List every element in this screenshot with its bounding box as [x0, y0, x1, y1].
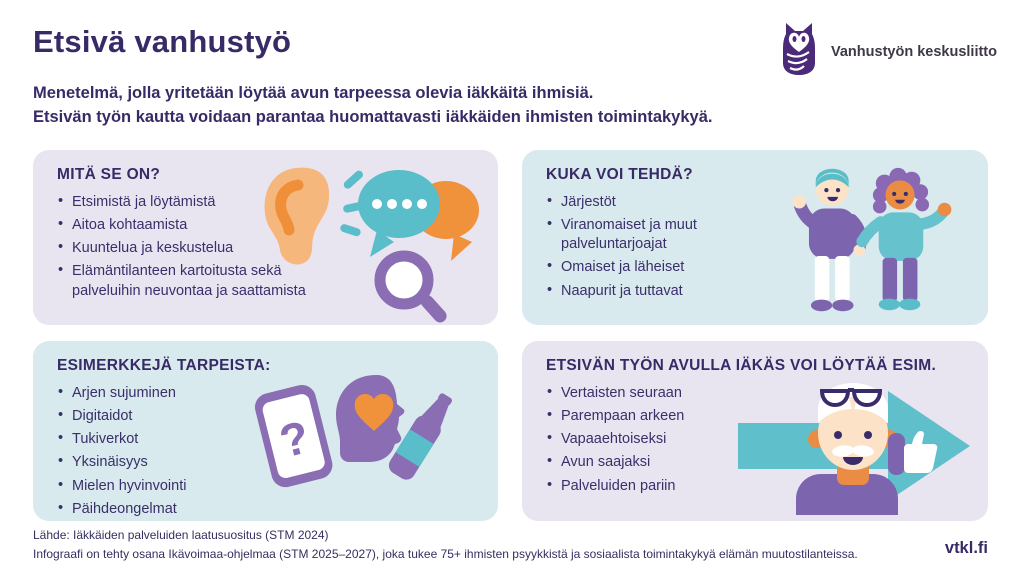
person-right: [862, 168, 951, 310]
speech-bubbles-icon: [358, 170, 479, 261]
head-heart-icon: [336, 375, 404, 462]
list-item: • Elämäntilanteen kartoitusta sekä palveluihin neuvontaa ja saattamista: [57, 262, 339, 300]
svg-text:?: ?: [274, 410, 315, 468]
list-item: • Järjestöt: [546, 193, 758, 212]
cards-grid: [33, 150, 988, 521]
list-item: • Vertaisten seuraan: [546, 384, 776, 403]
list-item: • Palveluiden pariin: [546, 477, 776, 496]
card-heading: ESIMERKKEJÄ TARPEISTA:: [57, 357, 271, 374]
list-item: • Digitaidot: [57, 407, 267, 426]
elderly-man-arrow-illustration: [738, 377, 976, 520]
list-item: • Arjen sujuminen: [57, 384, 267, 403]
list-item: • Mielen hyvinvointi: [57, 477, 267, 496]
list-item: • Kuuntelua ja keskustelua: [57, 239, 339, 258]
owl-logo-icon: [779, 20, 819, 83]
list-item: • Tukiverkot: [57, 430, 267, 449]
list-item: • Aitoa kohtaamista: [57, 216, 339, 235]
list-item: • Naapurit ja tuttavat: [546, 282, 758, 301]
card-examples-of-needs: [33, 341, 498, 521]
card-who-can-do: [522, 150, 988, 325]
list-item: • Omaiset ja läheiset: [546, 258, 758, 277]
listening-search-illustration: [256, 158, 486, 325]
list-item: • Vapaaehtoiseksi: [546, 430, 776, 449]
card-heading: ETSIVÄN TYÖN AVULLA IÄKÄS VOI LÖYTÄÄ ESIM.: [546, 357, 937, 374]
website-url: vtkl.fi: [944, 539, 988, 557]
two-people-illustration: [777, 162, 962, 322]
organization-name: Vanhustyön keskusliitto: [831, 43, 997, 60]
magnifier-icon: [380, 256, 449, 323]
page-title: Etsivä vanhustyö: [33, 24, 292, 59]
list-item: • Etsimistä ja löytämistä: [57, 193, 339, 212]
needs-icons-illustration: [238, 373, 488, 516]
list-item: • Yksinäisyys: [57, 453, 267, 472]
phone-question-icon: [252, 382, 335, 490]
card-heading: KUKA VOI TEHDÄ?: [546, 166, 693, 183]
bullet-list: [57, 384, 267, 519]
organization-logo: [779, 20, 997, 83]
subtitle-line-1: Menetelmä, jolla yritetään löytää avun tarpeessa olevia iäkkäitä ihmisiä.: [33, 84, 594, 102]
card-what-is-it: [33, 150, 498, 325]
bullet-list: [546, 193, 758, 301]
footer-notes: [33, 526, 858, 563]
footer-source-line: Lähde: Iäkkäiden palveluiden laatusuositus (STM 2024): [33, 528, 329, 542]
list-item: • Viranomaiset ja muut palveluntarjoajat: [546, 216, 758, 254]
list-item: • Avun saajaksi: [546, 453, 776, 472]
footer-program-line: Infograafi on tehty osana Ikävoimaa-ohjelmaa (STM 2025–2027), joka tukee 75+ ihmisten psyykkistä ja sosiaalista toimintakykyä elämän muutostilanteissa.: [33, 546, 858, 561]
ear-icon: [265, 168, 330, 265]
card-outreach-benefits: [522, 341, 988, 521]
card-heading: MITÄ SE ON?: [57, 166, 161, 183]
list-item: • Parempaan arkeen: [546, 407, 776, 426]
page-subtitle: [33, 82, 712, 130]
list-item: • Päihdeongelmat: [57, 500, 267, 519]
person-left: [792, 169, 865, 311]
subtitle-line-2: Etsivän työn kautta voidaan parantaa huomattavasti iäkkäiden ihmisten toimintakykyä.: [33, 107, 713, 126]
